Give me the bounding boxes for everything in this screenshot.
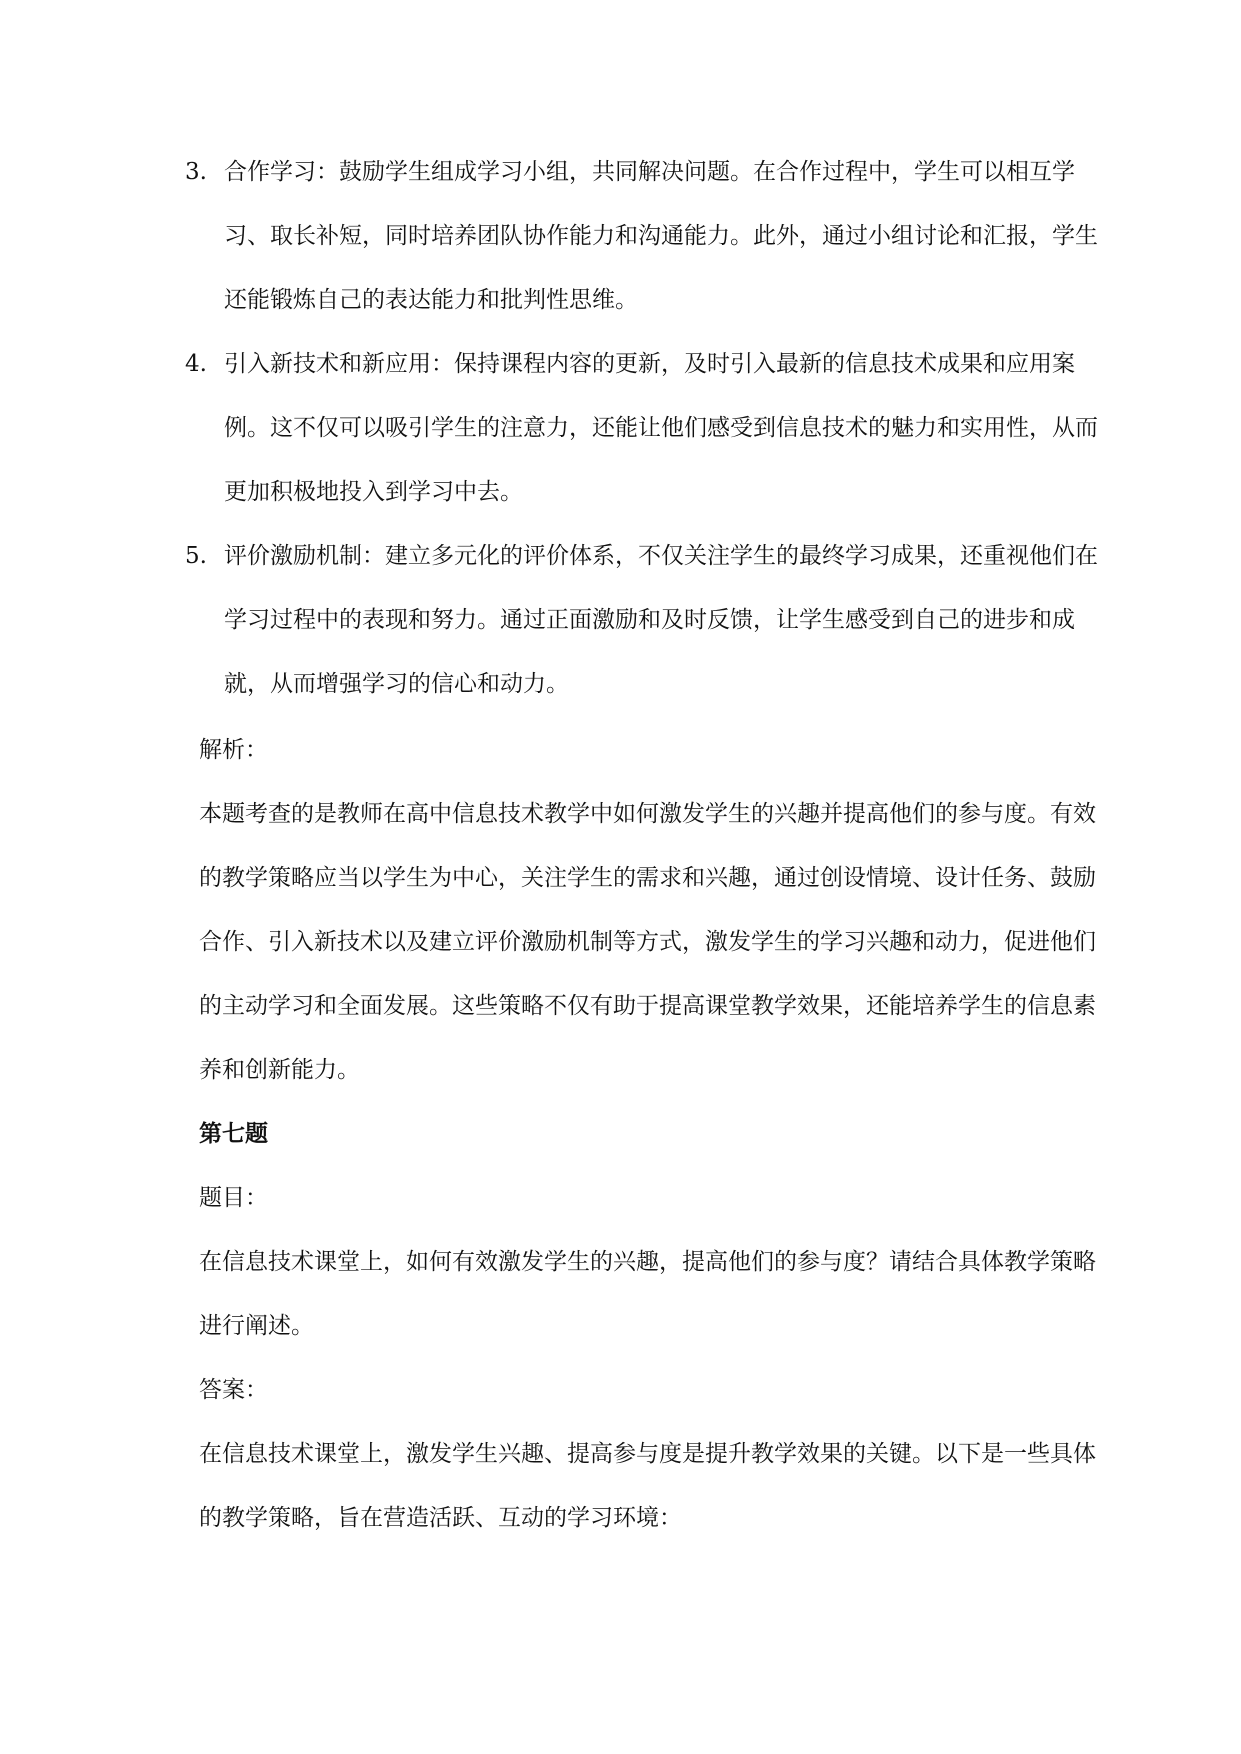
analysis-label: 解析： (199, 737, 268, 763)
list-item-number: 4. (185, 351, 207, 377)
document-body (199, 718, 1099, 1550)
list-item (180, 332, 1110, 524)
question-label: 题目： (199, 1185, 268, 1211)
list-item-number: 3. (185, 159, 207, 185)
answer-label: 答案： (199, 1377, 268, 1403)
list-item (180, 140, 1110, 332)
analysis-paragraph: 本题考查的是教师在高中信息技术教学中如何激发学生的兴趣并提高他们的参与度。有效的教学策略应当以学生为中心，关注学生的需求和兴趣，通过创设情境、设计任务、鼓励合作、引入新技术以及建立评价激励机制等方式，激发学生的学习兴趣和动力，促进他们的主动学习和全面发展。这些策略不仅有助于提高课堂教学效果，还能培养学生的信息素养和创新能力。 (199, 801, 1096, 1083)
question-paragraph: 在信息技术课堂上，如何有效激发学生的兴趣，提高他们的参与度？请结合具体教学策略进行阐述。 (199, 1249, 1096, 1339)
list-item-text: 评价激励机制：建立多元化的评价体系，不仅关注学生的最终学习成果，还重视他们在学习过程中的表现和努力。通过正面激励和及时反馈，让学生感受到自己的进步和成就，从而增强学习的信心和动力。 (224, 543, 1098, 697)
list-item-text: 引入新技术和新应用：保持课程内容的更新，及时引入最新的信息技术成果和应用案例。这不仅可以吸引学生的注意力，还能让他们感受到信息技术的魅力和实用性，从而更加积极地投入到学习中去。 (224, 351, 1098, 505)
answer-paragraph: 在信息技术课堂上，激发学生兴趣、提高参与度是提升教学效果的关键。以下是一些具体的教学策略，旨在营造活跃、互动的学习环境： (199, 1441, 1096, 1531)
list-item (180, 524, 1110, 716)
section-heading: 第七题 (199, 1120, 268, 1147)
numbered-strategy-list (180, 140, 1110, 716)
list-item-text: 合作学习：鼓励学生组成学习小组，共同解决问题。在合作过程中，学生可以相互学习、取长补短，同时培养团队协作能力和沟通能力。此外，通过小组讨论和汇报，学生还能锻炼自己的表达能力和批判性思维。 (224, 159, 1098, 313)
list-item-number: 5. (185, 543, 207, 569)
